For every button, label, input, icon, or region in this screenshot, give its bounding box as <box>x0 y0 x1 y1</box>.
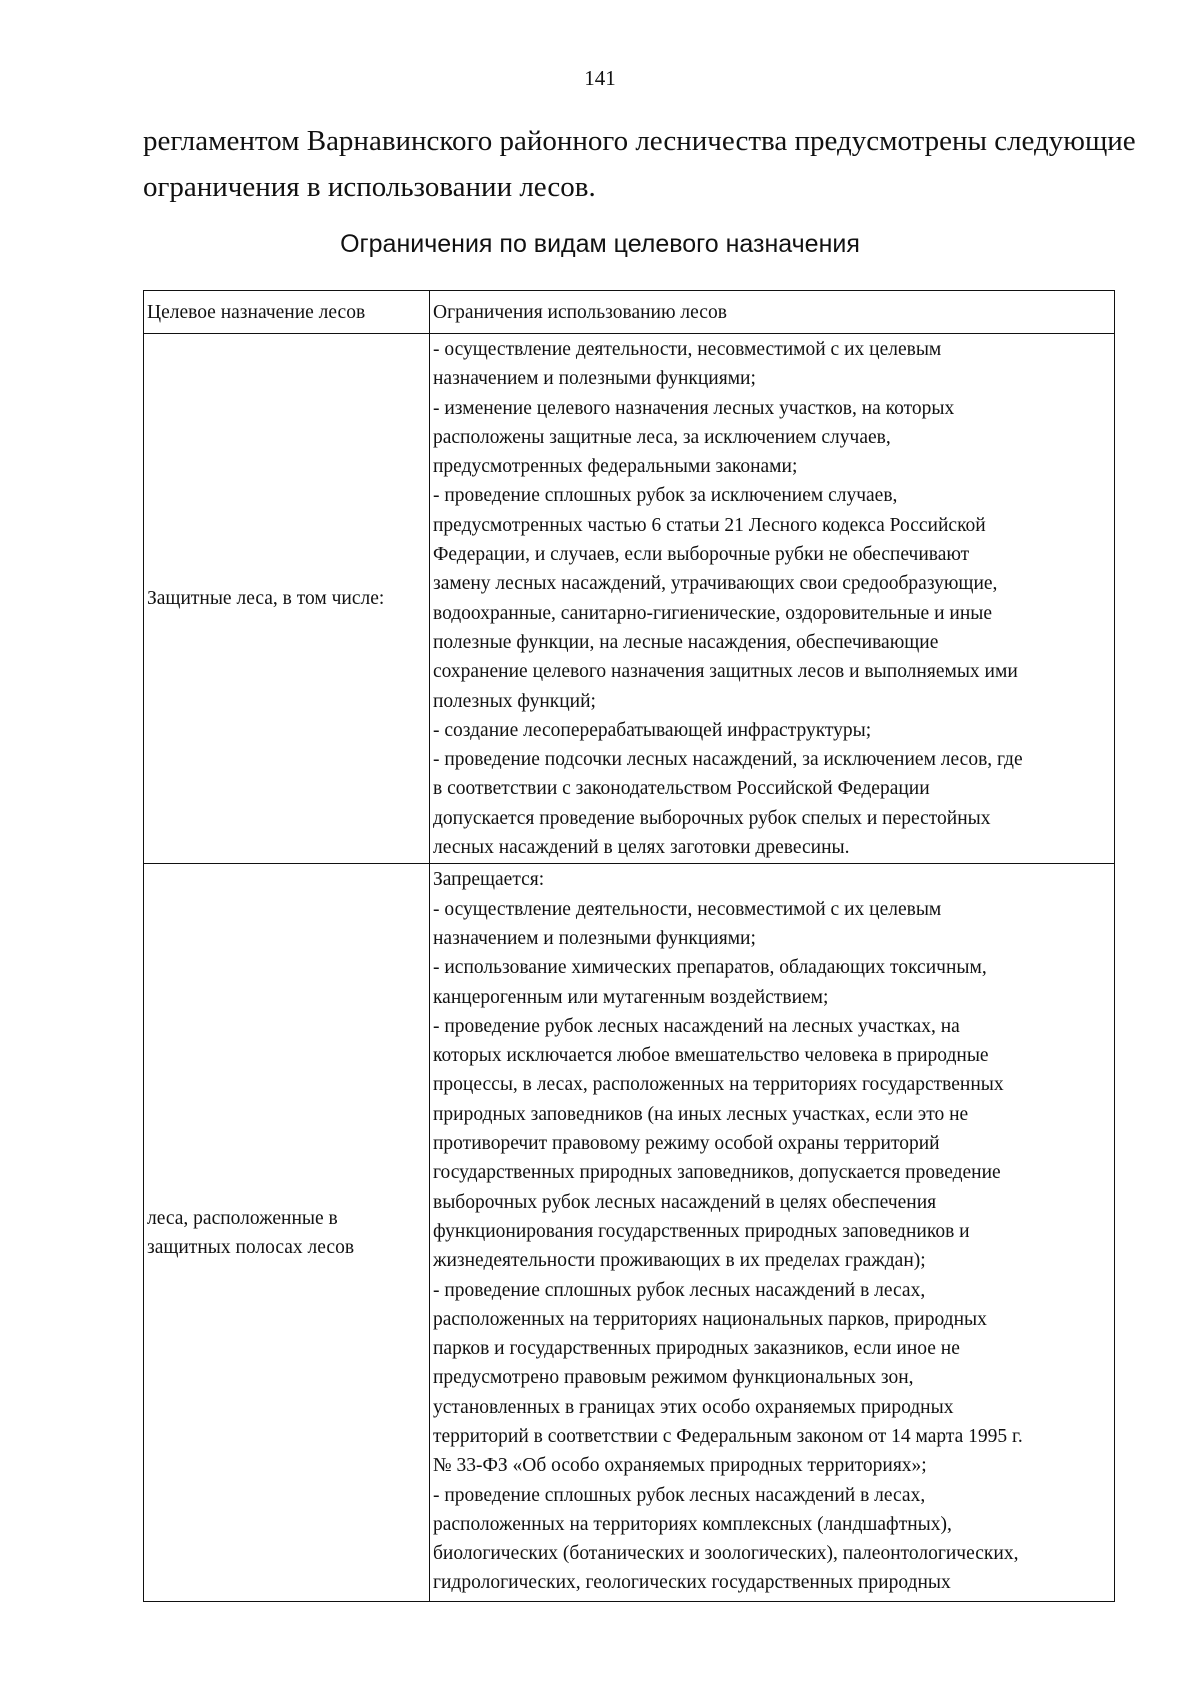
page-number: 141 <box>584 66 616 90</box>
restriction-line: установленных в границах этих особо охраняемых природных <box>433 1396 954 1418</box>
restriction-line: противоречит правовому режиму особой охраны территорий <box>433 1133 940 1155</box>
restriction-line: - создание лесоперерабатывающей инфраструктуры; <box>433 719 872 741</box>
restriction-line: парков и государственных природных заказников, если иное не <box>433 1338 960 1360</box>
restriction-line: канцерогенным или мутагенным воздействием; <box>433 986 829 1008</box>
row-restrictions <box>430 864 1115 1602</box>
restriction-line: функционирования государственных природных заповедников и <box>433 1220 970 1242</box>
restriction-line: предусмотренных частью 6 статьи 21 Лесного кодекса Российской <box>433 514 986 536</box>
restrictions-table <box>143 290 1115 1602</box>
restriction-line: жизнедеятельности проживающих в их пределах граждан); <box>433 1250 926 1272</box>
restriction-line: - проведение сплошных рубок лесных насаждений в лесах, <box>433 1279 926 1301</box>
purpose-line: леса, расположенные в <box>147 1207 338 1229</box>
restriction-line: предусмотрено правовым режимом функциональных зон, <box>433 1367 914 1389</box>
restriction-line: предусмотренных федеральными законами; <box>433 456 798 478</box>
restriction-line: расположенных на территориях национальных парков, природных <box>433 1308 987 1330</box>
table-header-row <box>144 291 1115 334</box>
restriction-line: - проведение рубок лесных насаждений на лесных участках, на <box>433 1015 960 1037</box>
restriction-line: биологических (ботанических и зоологических), палеонтологических, <box>433 1543 1019 1565</box>
restriction-line: лесных насаждений в целях заготовки древесины. <box>433 837 850 859</box>
restriction-line: № 33-ФЗ «Об особо охраняемых природных территориях»; <box>433 1455 927 1477</box>
restriction-line: выборочных рубок лесных насаждений в целях обеспечения <box>433 1191 937 1213</box>
header-restrictions: Ограничения использованию лесов <box>430 291 1115 334</box>
row-purpose: Защитные леса, в том числе: <box>144 334 430 864</box>
restriction-line: назначением и полезными функциями; <box>433 368 756 390</box>
purpose-line: защитных полосах лесов <box>147 1236 355 1258</box>
restriction-line: полезных функций; <box>433 690 596 712</box>
restriction-line: которых исключается любое вмешательство человека в природные <box>433 1045 989 1067</box>
restriction-line: - проведение сплошных рубок лесных насаждений в лесах, <box>433 1484 926 1506</box>
table-title: Ограничения по видам целевого назначения <box>340 230 860 258</box>
restriction-line: - осуществление деятельности, несовместимой с их целевым <box>433 898 942 920</box>
restriction-line: - изменение целевого назначения лесных участков, на которых <box>433 397 955 419</box>
restriction-line: государственных природных заповедников, допускается проведение <box>433 1162 1001 1184</box>
restriction-line: водоохранные, санитарно-гигиенические, оздоровительные и иные <box>433 602 993 624</box>
restriction-line: замену лесных насаждений, утрачивающих свои средообразующие, <box>433 573 998 595</box>
header-purpose: Целевое назначение лесов <box>144 291 430 334</box>
restriction-line: расположены защитные леса, за исключением случаев, <box>433 426 891 448</box>
intro-paragraph <box>143 118 1143 210</box>
restriction-line: в соответствии с законодательством Российской Федерации <box>433 778 930 800</box>
table-row <box>144 334 1115 864</box>
restriction-line: полезные функции, на лесные насаждения, обеспечивающие <box>433 631 939 653</box>
restriction-line: территорий в соответствии с Федеральным законом от 14 марта 1995 г. <box>433 1425 1023 1447</box>
restriction-line: сохранение целевого назначения защитных лесов и выполняемых ими <box>433 661 1018 683</box>
restriction-line: допускается проведение выборочных рубок спелых и перестойных <box>433 807 991 829</box>
restriction-line: - осуществление деятельности, несовместимой с их целевым <box>433 339 942 360</box>
restriction-line: гидрологических, геологических государственных природных <box>433 1572 951 1594</box>
restriction-line: Запрещается: <box>433 869 545 891</box>
restriction-line: расположенных на территориях комплексных (ландшафтных), <box>433 1513 952 1535</box>
intro-line: ограничения в использовании лесов. <box>143 171 596 203</box>
row-restrictions <box>430 334 1115 864</box>
restriction-line: - использование химических препаратов, обладающих токсичным, <box>433 957 987 979</box>
row-purpose <box>144 864 430 1602</box>
restriction-line: процессы, в лесах, расположенных на территориях государственных <box>433 1074 1004 1096</box>
restriction-line: - проведение подсочки лесных насаждений, за исключением лесов, где <box>433 749 1023 771</box>
table-row <box>144 864 1115 1602</box>
intro-line: регламентом Варнавинского районного лесничества предусмотрены следующие <box>143 125 1136 157</box>
restriction-line: природных заповедников (на иных лесных участках, если это не <box>433 1103 969 1125</box>
restriction-line: - проведение сплошных рубок за исключением случаев, <box>433 485 898 507</box>
restriction-line: Федерации, и случаев, если выборочные рубки не обеспечивают <box>433 544 970 566</box>
restriction-line: назначением и полезными функциями; <box>433 927 756 949</box>
